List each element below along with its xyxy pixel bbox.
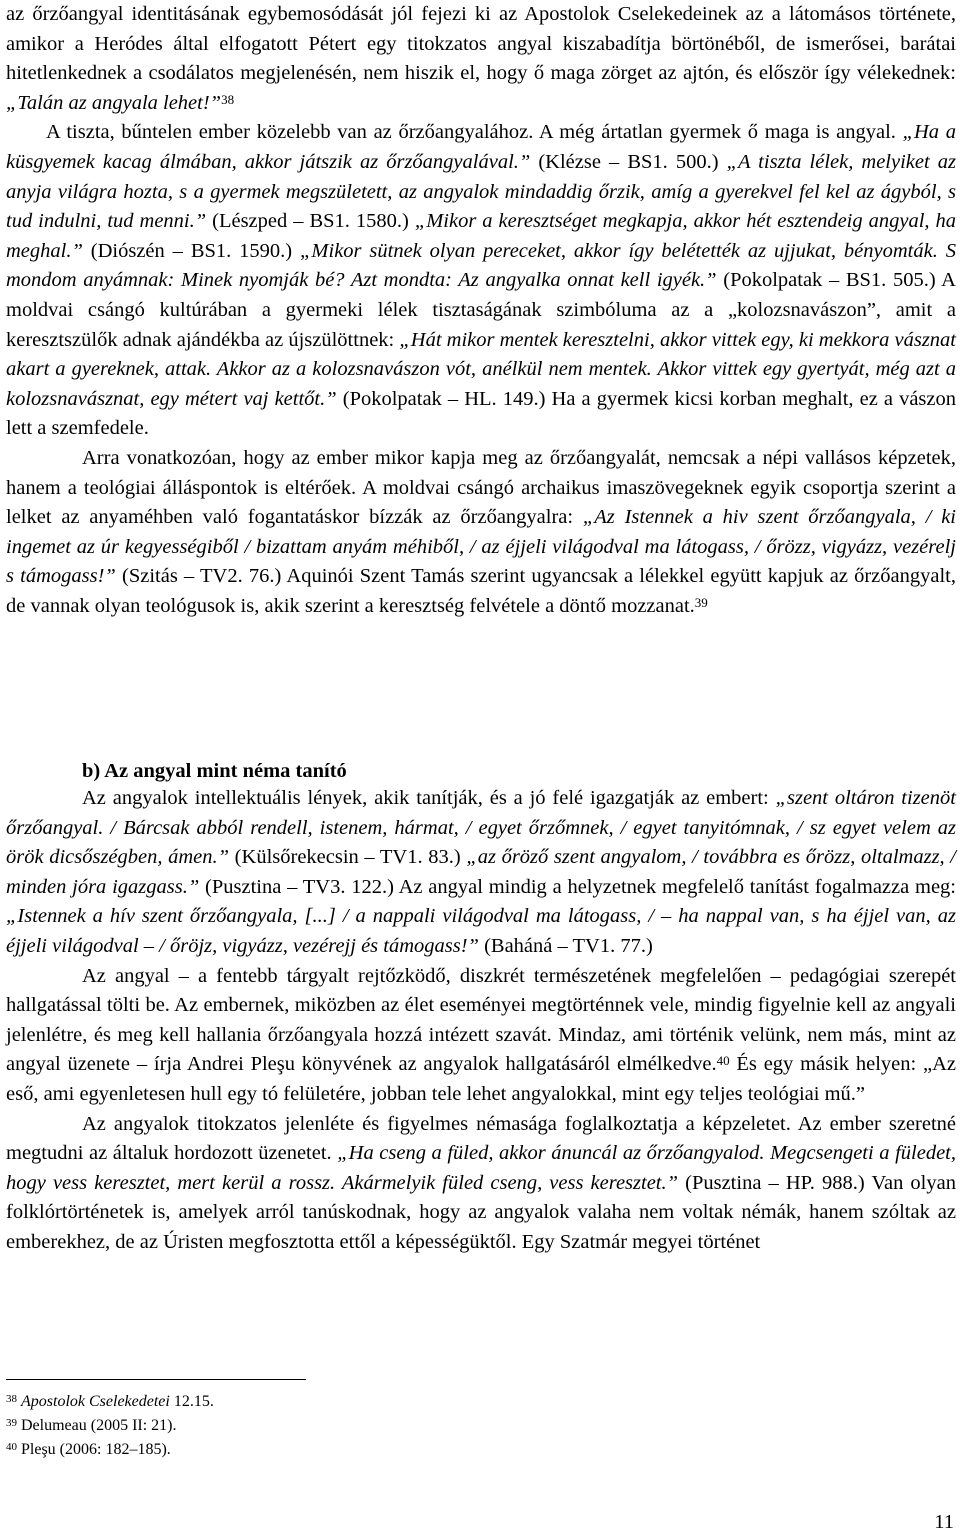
- paragraph-6: Az angyalok titokzatos jelenléte és figyelmes némasága foglalkoztatja a képzeletet. Az ember szeretné megtudni az általuk hordozott üzenetet. „Ha cseng a füled, akkor ánuncál az őrzőangyalod. Megcsengeti a füledet, hogy vess keresztet, mert kerül a rossz. Akármelyik füled cseng, vess keresztet.” (Pusztina – HP. 988.) Van olyan folklórtörténetek is, amelyek arról tanúskodnak, hogy az angyalok valaha nem voltak némák, hanem szóltak az emberekhez, de az Úristen megfosztotta ettől a képességüktől. Egy Szatmár megyei történet: [6, 1112, 956, 1253]
- text-block-lower: [6, 784, 956, 1258]
- footnote-40: $^{40}$ Pleşu (2006: 182–185).: [6, 1441, 171, 1458]
- paragraph-3: Arra vonatkozóan, hogy az ember mikor kapja meg az őrzőangyalát, nemcsak a népi vallásos képzetek, hanem a teológiai álláspontok is eltérőek. A moldvai csángó archaikus imaszövegeknek egyik csoportja szerint a lelket az anyaméhben való fogantatáskor bízzák az őrzőangyalra: „Az Istennek a hiv szent őrzőangyala, / ki ingemet az úr kegyességiből / bizattam anyám méhiből, / az éjjeli világodval ma látogass, / őrözz, vigyázz, vezérelj s támogass!” (Szitás – TV2. 76.) Aquinói Szent Tamás szerint ugyancsak a lélekkel együtt kapjuk az őrzőangyalt, de vannak olyan teológusok is, akik szerint a keresztség felvétele a döntő mozzanat.$^{39}$: [6, 446, 956, 617]
- footnotes: [6, 1390, 606, 1462]
- footnote-ref-39[interactable]: 39: [694, 594, 708, 610]
- text-block-upper: [6, 0, 956, 621]
- section-heading: b) Az angyal mint néma tanító: [82, 760, 347, 782]
- footnote-ref-38[interactable]: 38: [221, 91, 235, 107]
- footnote-divider: [6, 1379, 306, 1380]
- paragraph-5: Az angyal – a fentebb tárgyalt rejtőzködő, diszkrét természetének megfelelően – pedagógiai szerepét hallgatással tölti be. Az embernek, miközben az élet eseményei megtörténnek vele, mindig figyelnie kell az angyali jelenlétre, és meg kell hallania őrzőangyala hozzá intézett szavát. Mindaz, ami történik velünk, nem más, mint az angyal üzenete – írja Andrei Pleşu könyvének az angyalok hallgatásáról elmélkedve.$^{40}$ És egy másik helyen: „Az eső, ami egyenletesen hull egy tó felületére, jobban tele lehet angyalokkal, mint egy teljes teológiai mű.”: [6, 964, 956, 1105]
- footnote-38: $^{38}$ Apostolok Cselekedetei 12.15.: [6, 1393, 214, 1410]
- paragraph-1: az őrzőangyal identitásának egybemosódását jól fejezi ki az Apostolok Cselekedeinek az a látomásos története, amikor a Heródes által elfogatott Pétert egy titokzatos angyal kiszabadítja börtönéből, de ismerősei, barátai hitetlenkednek a csodálatos megjelenésén, nem hiszik el, hogy ő maga zörget az ajtón, és először így vélekednek: „Talán az angyala lehet!”$^{38}$: [6, 3, 956, 114]
- footnote-39: $^{39}$ Delumeau (2005 II: 21).: [6, 1417, 177, 1434]
- paragraph-4: Az angyalok intellektuális lények, akik tanítják, és a jó felé igazgatják az embert: „szent oltáron tizenöt őrzőangyal. / Bárcsak abból rendell, istenem, hármat, / egyet őrzőmnek, / egyet tanyitómnak, / sz egyet velem az örök dicsőszégben, ámen.” (Külsőrekecsin – TV1. 83.) „az őröző szent angyalom, / továbbra es őrözz, oltalmazz, / minden jóra igazgass.” (Pusztina – TV3. 122.) Az angyal mindig a helyzetnek megfelelő tanítást fogalmazza meg: „Istennek a hív szent őrzőangyala, [...] / a nappali világodval ma látogass, / – ha nappal van, s ha éjjel van, az éjjeli világodval – / őröjz, vigyázz, vezérejj és támogass!” (Baháná – TV1. 77.): [6, 787, 956, 957]
- paragraph-2: A tiszta, bűntelen ember közelebb van az őrzőangyalához. A még ártatlan gyermek ő maga is angyal. „Ha a küsgyemek kacag álmában, akkor játszik az őrzőangyalával.” (Klézse – BS1. 500.) „A tiszta lélek, melyiket az anyja világra hozta, s a gyermek megszületett, az angyalok mindaddig őrzik, amíg a gyerekvel fel kel az ágyból, s tud indulni, tud menni.” (Lészped – BS1. 1580.) „Mikor a keresztséget megkapja, akkor hét esztendeig angyal, ha meghal.” (Diószén – BS1. 1590.) „Mikor sütnek olyan pereceket, akkor így belétették az ujjukat, bényomták. S mondom anyámnak: Minek nyomják bé? Azt mondta: Az angyalka onnat kell igyék.” (Pokolpatak – BS1. 505.) A moldvai csángó kultúrában a gyermeki lélek tisztaságának szimbóluma az a „kolozsnavászon”, amit a keresztszülők adnak ajándékba az újszülöttnek: „Hát mikor mentek keresztelni, akkor vittek egy, ki mekkora vásznat akart a gyereknek, attak. Akkor az a kolozsnavászon vót, anélkül nem mentek. Akkor vittek egy gyertyát, még azt a kolozsnavásznat, egy métert vaj kettőt.” (Pokolpatak – HL. 149.) Ha a gyermek kicsi korban meghalt, ez a vászon lett a szemfedele.: [6, 121, 956, 440]
- page-number: 11: [934, 1511, 954, 1533]
- footnote-ref-40[interactable]: 40: [716, 1053, 730, 1069]
